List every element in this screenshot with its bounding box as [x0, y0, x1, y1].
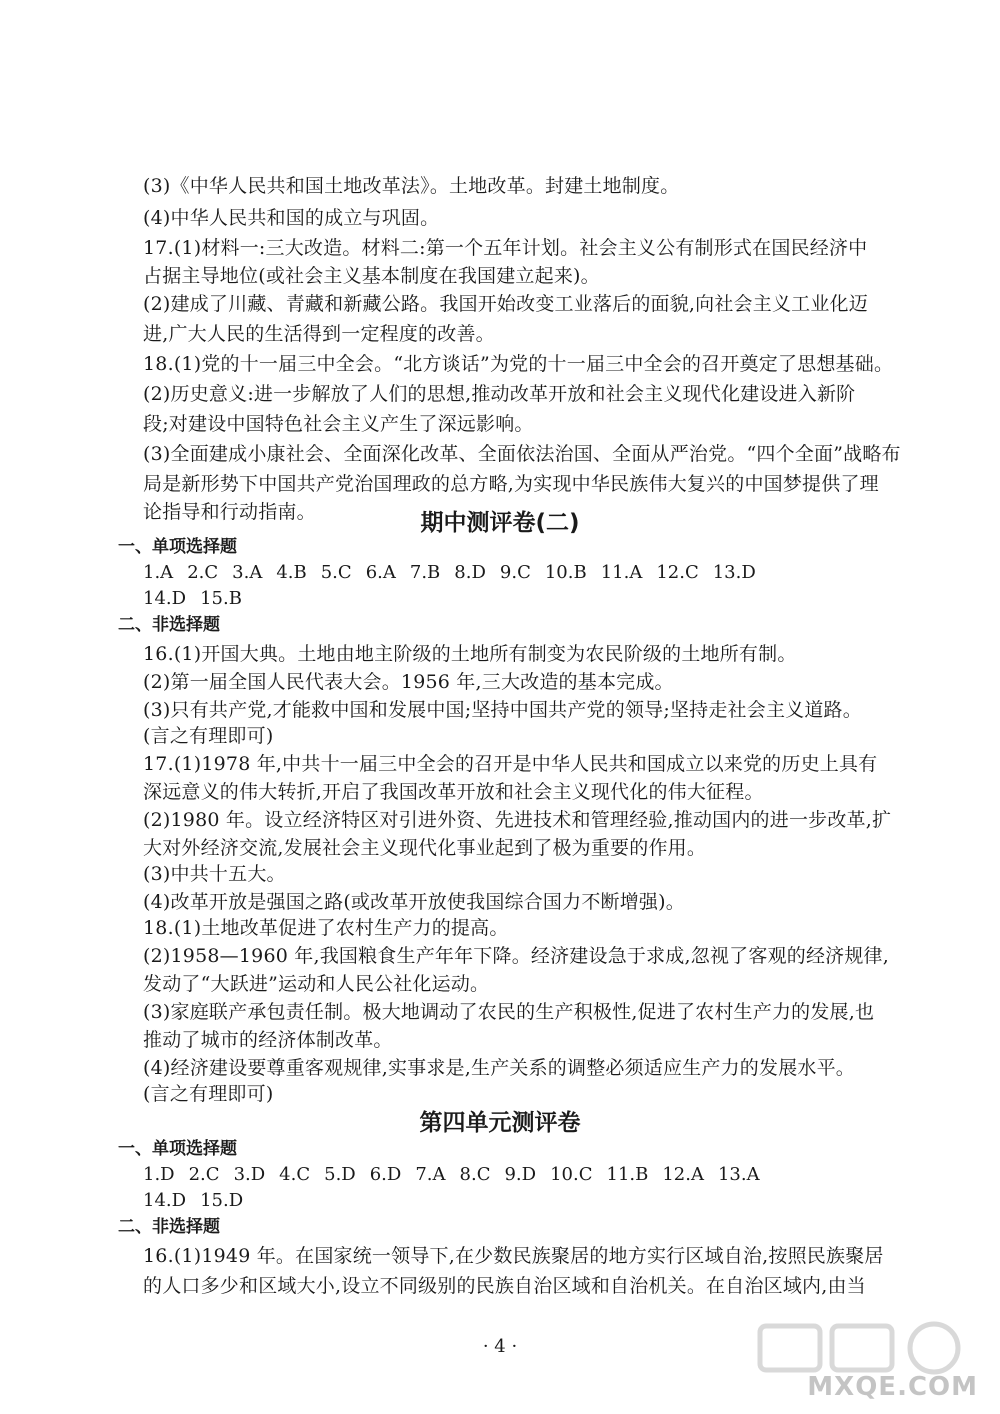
answer-item: 12.A: [662, 1164, 704, 1185]
answer-item: 13.D: [712, 562, 756, 583]
answer-item: 3.D: [233, 1164, 266, 1185]
section-heading: 一、单项选择题: [118, 537, 237, 557]
text-line: (3)家庭联产承包责任制。极大地调动了农民的生产积极性,促进了农村生产力的发展,也: [143, 1001, 875, 1023]
answer-item: 1.D: [143, 1164, 175, 1185]
answer-item: 9.C: [499, 562, 531, 583]
answer-item: 11.A: [600, 562, 643, 583]
text-line: (2)历史意义:进一步解放了人们的思想,推动改革开放和社会主义现代化建设进入新阶: [143, 383, 856, 405]
answer-item: 13.A: [717, 1164, 760, 1185]
text-line: (2)1980 年。设立经济特区对引进外资、先进技术和管理经验,推动国内的进一步改革,扩: [143, 809, 892, 831]
text-line: 深远意义的伟大转折,开启了我国改革开放和社会主义现代化的伟大征程。: [143, 781, 764, 803]
answer-item: 5.D: [324, 1164, 356, 1185]
text-line: (2)1958—1960 年,我国粮食生产年年下降。经济建设急于求成,忽视了客观的经济规律,: [143, 945, 889, 967]
answer-row: [143, 1188, 257, 1214]
section-heading: 一、单项选择题: [118, 1139, 237, 1159]
answer-item: 15.B: [200, 588, 242, 609]
text-line: (言之有理即可): [143, 1083, 274, 1105]
text-line: 占据主导地位(或社会主义基本制度在我国建立起来)。: [143, 265, 600, 287]
text-line: (3)中共十五大。: [143, 863, 286, 885]
text-line: (3)《中华人民共和国土地改革法》。土地改革。封建土地制度。: [143, 175, 680, 197]
text-line: (4)中华人民共和国的成立与巩固。: [143, 207, 440, 229]
text-line: 的人口多少和区域大小,设立不同级别的民族自治区域和自治机关。在自治区域内,由当: [143, 1275, 866, 1297]
section-title: 期中测评卷(二): [420, 510, 580, 536]
text-line: (3)只有共产党,才能救中国和发展中国;坚持中国共产党的领导;坚持走社会主义道路。: [143, 699, 862, 721]
answer-item: 7.B: [409, 562, 441, 583]
answer-row: [143, 560, 770, 586]
text-line: 17.(1)材料一:三大改造。材料二:第一个五年计划。社会主义公有制形式在国民经济中: [143, 237, 868, 259]
section-heading: 二、非选择题: [118, 1217, 220, 1237]
text-line: 16.(1)开国大典。土地由地主阶级的土地所有制变为农民阶级的土地所有制。: [143, 643, 797, 665]
text-line: 18.(1)土地改革促进了农村生产力的提高。: [143, 917, 509, 939]
text-line: 局是新形势下中国共产党治国理政的总方略,为实现中华民族伟大复兴的中国梦提供了理: [143, 473, 879, 495]
answer-item: 14.D: [143, 1190, 187, 1211]
text-line: 16.(1)1949 年。在国家统一领导下,在少数民族聚居的地方实行区域自治,按照民族聚居: [143, 1245, 884, 1267]
text-line: 发动了“大跃进”运动和人民公社化运动。: [143, 973, 490, 995]
section-heading: 二、非选择题: [118, 615, 220, 635]
answer-item: 4.C: [279, 1164, 311, 1185]
answer-item: 8.D: [454, 562, 486, 583]
text-line: (2)第一届全国人民代表大会。1956 年,三大改造的基本完成。: [143, 671, 674, 693]
answer-item: 5.C: [320, 562, 352, 583]
answer-item: 2.C: [187, 562, 219, 583]
text-line: 大对外经济交流,发展社会主义现代化事业起到了极为重要的作用。: [143, 837, 707, 859]
answer-item: 9.D: [504, 1164, 537, 1185]
watermark-text: MXQE.COM: [807, 1372, 978, 1402]
answer-item: 6.A: [365, 562, 396, 583]
answer-item: 12.C: [656, 562, 699, 583]
answer-row: [143, 586, 256, 612]
answer-item: 6.D: [369, 1164, 402, 1185]
answer-item: 1.A: [143, 562, 174, 583]
text-line: (3)全面建成小康社会、全面深化改革、全面依法治国、全面从严治党。“四个全面”战略布: [143, 443, 901, 465]
answer-item: 14.D: [143, 588, 187, 609]
answer-row: [143, 1162, 774, 1188]
answer-item: 3.A: [232, 562, 263, 583]
answer-item: 15.D: [200, 1190, 244, 1211]
text-line: 17.(1)1978 年,中共十一届三中全会的召开是中华人民共和国成立以来党的历史上具有: [143, 753, 878, 775]
text-line: 18.(1)党的十一届三中全会。“北方谈话”为党的十一届三中全会的召开奠定了思想基础。: [143, 353, 894, 375]
answer-item: 10.C: [550, 1164, 593, 1185]
answer-item: 10.B: [544, 562, 587, 583]
text-line: 段;对建设中国特色社会主义产生了深远影响。: [143, 413, 534, 435]
text-line: (2)建成了川藏、青藏和新藏公路。我国开始改变工业落后的面貌,向社会主义工业化迈: [143, 293, 868, 315]
text-line: 论指导和行动指南。: [143, 501, 316, 523]
answer-item: 2.C: [188, 1164, 220, 1185]
page-number: · 4 ·: [482, 1336, 518, 1357]
text-line: 进,广大人民的生活得到一定程度的改善。: [143, 323, 495, 345]
text-line: (言之有理即可): [143, 725, 274, 747]
section-title: 第四单元测评卷: [419, 1110, 581, 1136]
answer-item: 7.A: [415, 1164, 446, 1185]
answer-item: 8.C: [459, 1164, 491, 1185]
answer-item: 11.B: [606, 1164, 649, 1185]
text-line: (4)改革开放是强国之路(或改革开放使我国综合国力不断增强)。: [143, 891, 685, 913]
text-line: 推动了城市的经济体制改革。: [143, 1029, 393, 1051]
answer-item: 4.B: [276, 562, 307, 583]
text-line: (4)经济建设要尊重客观规律,实事求是,生产关系的调整必须适应生产力的发展水平。: [143, 1057, 855, 1079]
